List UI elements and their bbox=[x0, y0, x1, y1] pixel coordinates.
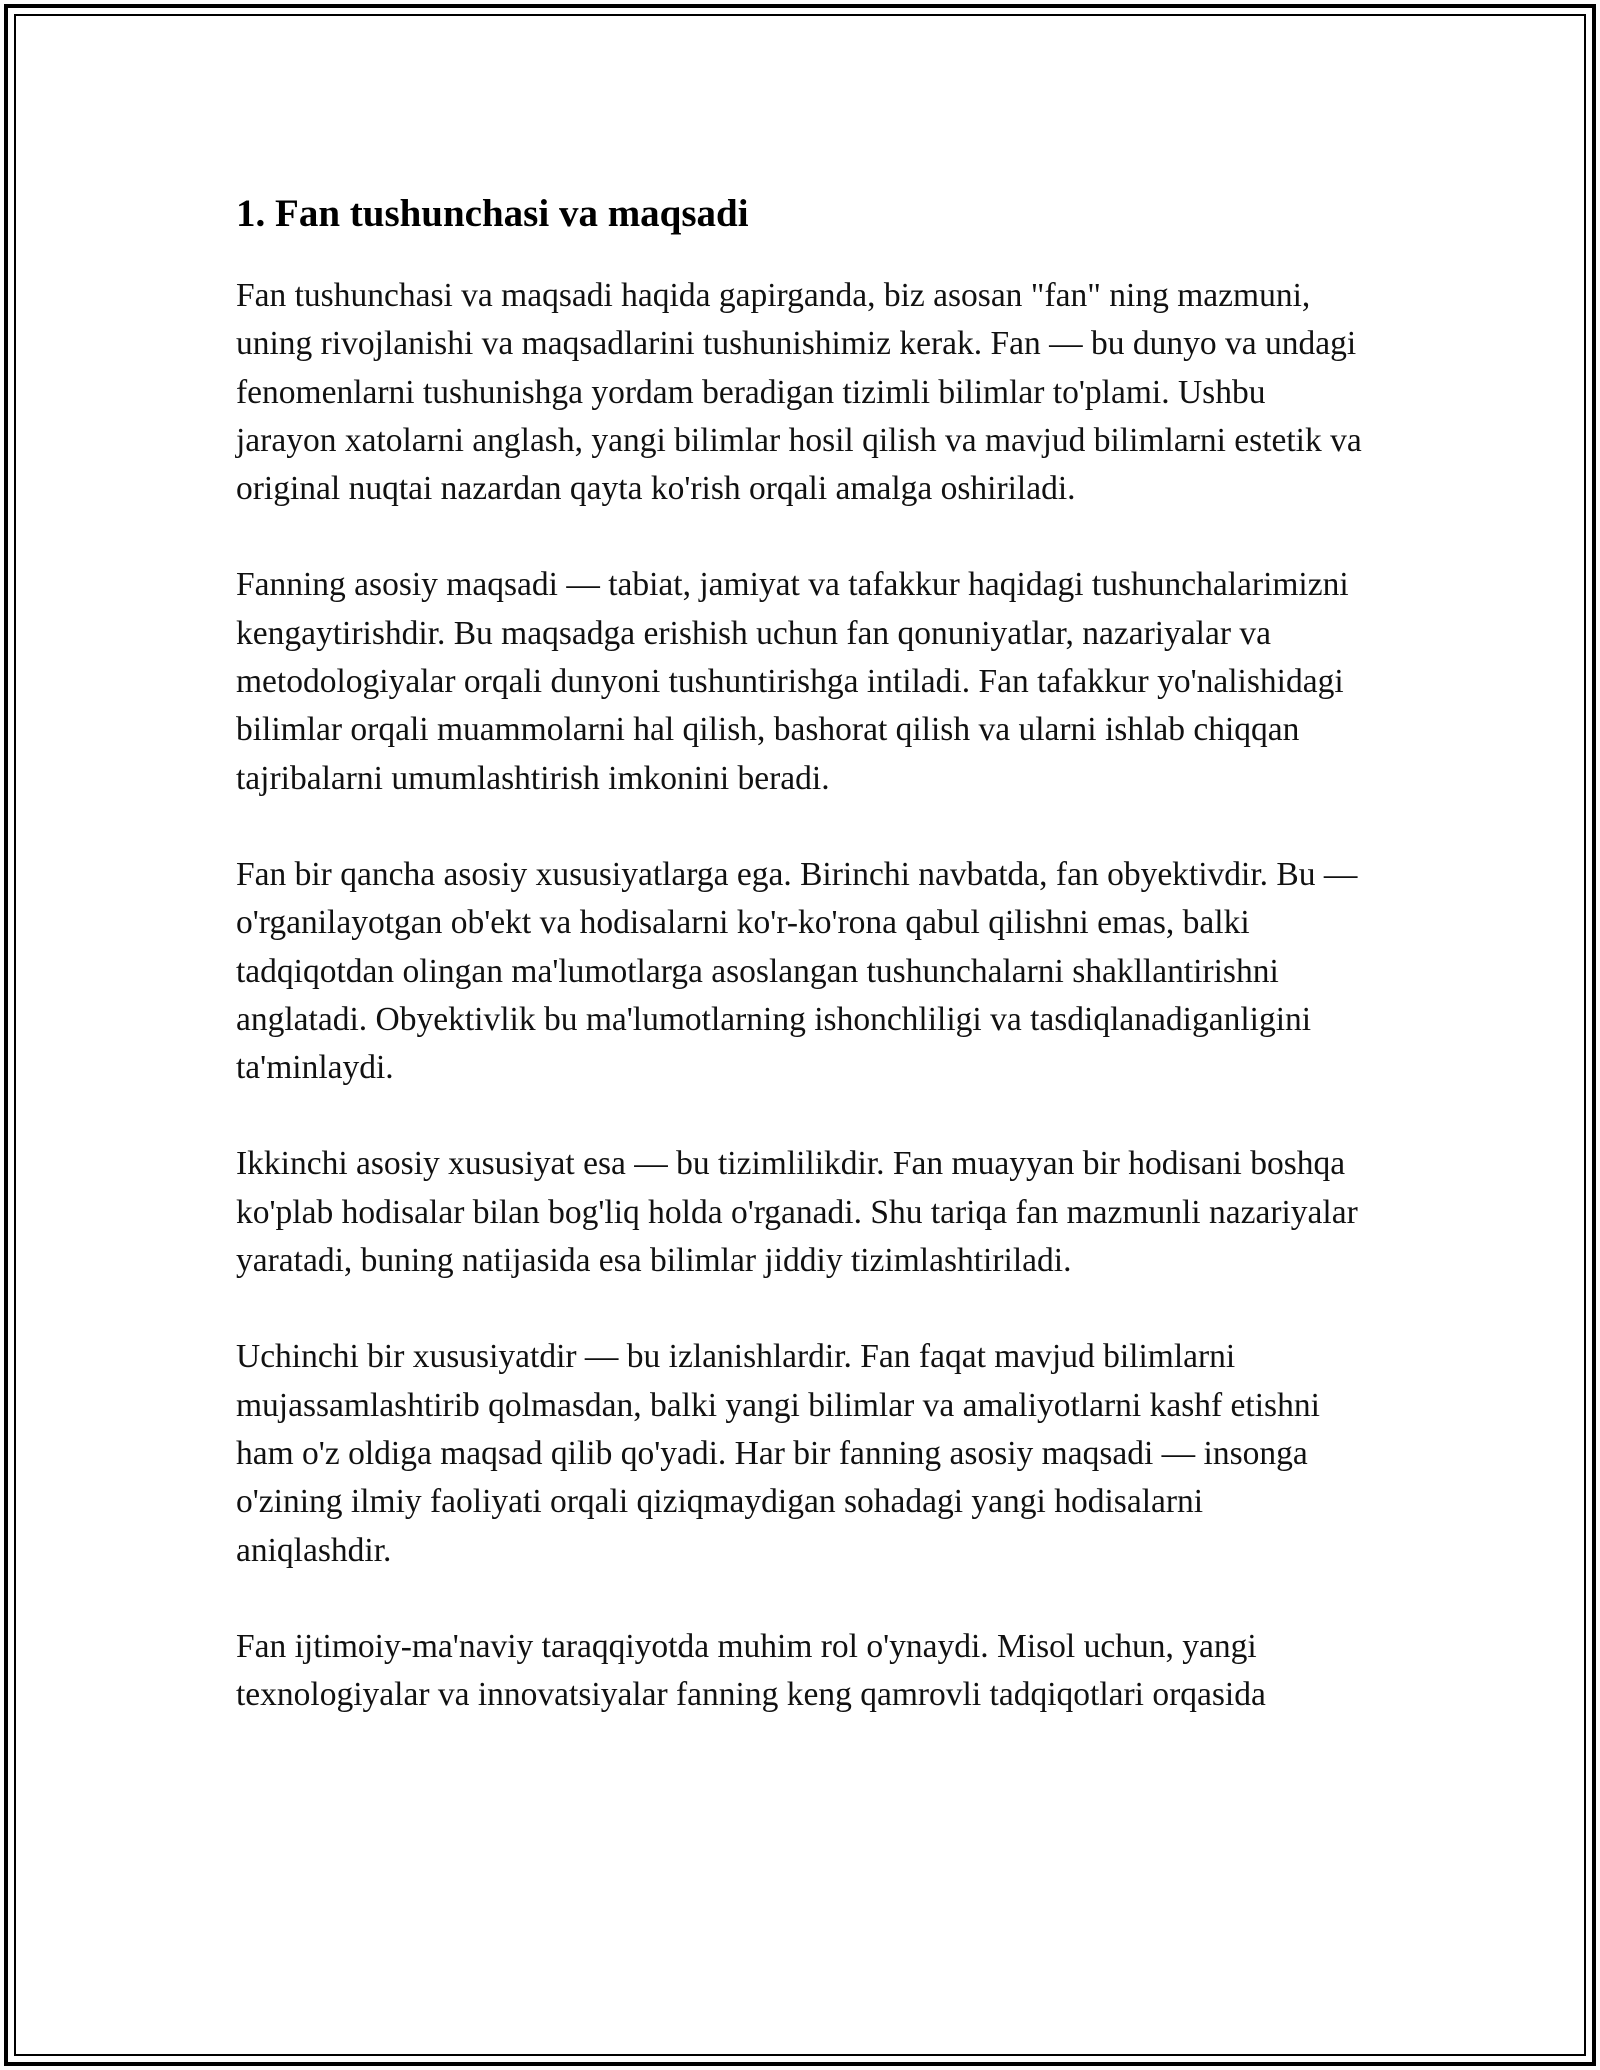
paragraph-2: Fanning asosiy maqsadi — tabiat, jamiyat va tafakkur haqidagi tushunchalarimizni kengaytirishdir. Bu maqsadga erishish uchun fan qonuniyatlar, nazariyalar va metodologiyalar orqali dunyoni tushuntirishga intiladi. Fan tafakkur yo'nalishidagi bilimlar orqali muammolarni hal qilish, bashorat qilish va ularni ishlab chiqqan tajribalarni umumlashtirish imkonini beradi. bbox=[236, 566, 1349, 797]
paragraph-6: Fan ijtimoiy-ma'naviy taraqqiyotda muhim rol o'ynaydi. Misol uchun, yangi texnologiyalar va innovatsiyalar fanning keng qamrovli tadqiqotlari orqasida bbox=[236, 1627, 1266, 1714]
paragraph-1: Fan tushunchasi va maqsadi haqida gapirganda, biz asosan "fan" ning mazmuni, uning rivojlanishi va maqsadlarini tushunishimiz kerak. Fan — bu dunyo va undagi fenomenlarni tushunishga yordam beradigan tizimli bilimlar to'plami. Ushbu jarayon xatolarni anglash, yangi bilimlar hosil qilish va mavjud bilimlarni estetik va original nuqtai nazardan qayta ko'rish orqali amalga oshiriladi. bbox=[236, 277, 1362, 508]
paragraph-5: Uchinchi bir xususiyatdir — bu izlanishlardir. Fan faqat mavjud bilimlarni mujassamlashtirib qolmasdan, balki yangi bilimlar va amaliyotlarni kashf etishni ham o'z oldiga maqsad qilib qo'yadi. Har bir fanning asosiy maqsadi — insonga o'zining ilmiy faoliyati orqali qiziqmaydigan sohadagi yangi hodisalarni aniqlashdir. bbox=[236, 1338, 1320, 1569]
section-heading: 1. Fan tushunchasi va maqsadi bbox=[236, 192, 749, 235]
document-body bbox=[236, 188, 1366, 1719]
paragraph-3: Fan bir qancha asosiy xususiyatlarga ega. Birinchi navbatda, fan obyektivdir. Bu — o'rganilayotgan ob'ekt va hodisalarni ko'r-ko'rona qabul qilishni emas, balki tadqiqotdan olingan ma'lumotlarga asoslangan tushunchalarni shakllantirishni anglatadi. Obyektivlik bu ma'lumotlarning ishonchliligi va tasdiqlanadiganligini ta'minlaydi. bbox=[236, 855, 1358, 1087]
paragraph-4: Ikkinchi asosiy xususiyat esa — bu tizimlilikdir. Fan muayyan bir hodisani boshqa ko'plab hodisalar bilan bog'liq holda o'rganadi. Shu tariqa fan mazmunli nazariyalar yaratadi, buning natijasida esa bilimlar jiddiy tizimlashtiriladi. bbox=[236, 1145, 1358, 1280]
